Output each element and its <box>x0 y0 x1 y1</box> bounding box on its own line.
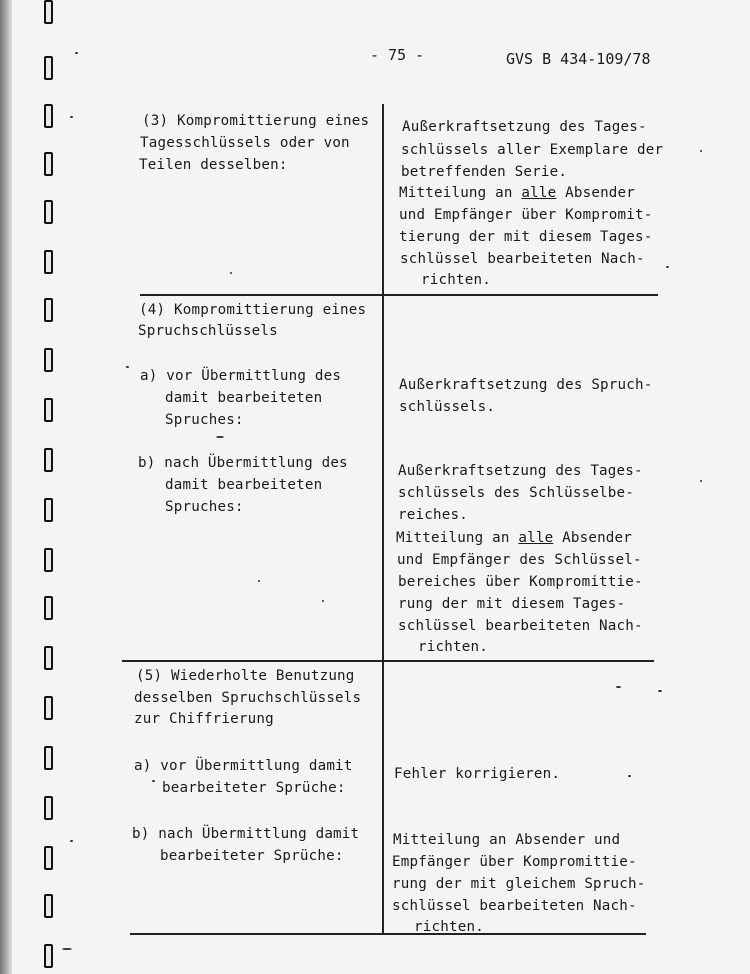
row4b-left-line: b) nach Übermittlung des <box>138 455 348 471</box>
punch-hole <box>44 596 53 620</box>
row5b-right-line: rung der mit gleichem Spruch- <box>392 876 646 892</box>
punch-hole <box>44 696 53 720</box>
row3-left-line: Tagesschlüssels oder von <box>140 135 350 151</box>
row4-title-line: (4) Kompromittierung eines <box>139 302 367 318</box>
punch-hole <box>44 398 53 422</box>
row3-right-line: Mitteilung an alle Absender <box>399 185 636 201</box>
row4b-right-line: schlüssels des Schlüsselbe- <box>398 485 635 501</box>
row4-title-line: Spruchschlüssels <box>138 323 278 339</box>
punch-hole <box>44 200 53 224</box>
punch-hole <box>44 548 53 572</box>
row4a-left-line: Spruches: <box>165 412 244 428</box>
row4b-right-line: bereiches über Kompromittie- <box>398 574 643 590</box>
punch-hole <box>44 894 53 918</box>
row3-right-line: und Empfänger über Kompromit- <box>399 207 653 223</box>
document-classification: GVS B 434-109/78 <box>506 50 651 68</box>
row5a-left-line: bearbeiteter Sprüche: <box>162 780 346 796</box>
row4b-right-line: Mitteilung an alle Absender <box>396 530 633 546</box>
scan-speck <box>230 272 232 274</box>
scan-speck <box>70 840 73 842</box>
row-divider <box>140 294 658 296</box>
scan-speck <box>700 150 702 152</box>
scan-speck <box>700 480 702 482</box>
row5b-right-line: Empfänger über Kompromittie- <box>392 854 637 870</box>
scan-speck <box>666 266 669 268</box>
row3-right-line: schlüssel bearbeiteten Nach- <box>400 251 645 267</box>
scan-speck <box>152 780 155 782</box>
scan-speck <box>70 116 73 118</box>
row3-left-line: (3) Kompromittierung eines <box>142 113 370 129</box>
row5b-left-line: b) nach Übermittlung damit <box>132 826 360 842</box>
punch-hole <box>44 250 53 274</box>
row4b-right-line: Außerkraftsetzung des Tages- <box>398 463 643 479</box>
scan-speck <box>628 775 631 777</box>
row4a-left-line: a) vor Übermittlung des <box>140 368 342 384</box>
punch-hole <box>44 152 53 176</box>
row3-left-line: Teilen desselben: <box>139 157 288 173</box>
scan-speck <box>258 580 260 582</box>
row5-title-line: (5) Wiederholte Benutzung <box>136 668 355 684</box>
row5b-right-line: richten. <box>414 919 484 935</box>
punch-hole <box>44 846 53 870</box>
row3-right-line: richten. <box>421 272 491 288</box>
punch-hole <box>44 746 53 770</box>
row5a-right-line: Fehler korrigieren. <box>394 766 561 782</box>
row4a-right-line: schlüssels. <box>399 399 496 415</box>
scan-speck <box>322 600 324 602</box>
row5-title-line: desselben Spruchschlüssels <box>134 690 362 706</box>
row5b-right-line: schlüssel bearbeiteten Nach- <box>392 898 637 914</box>
punch-hole <box>44 104 53 128</box>
punch-hole <box>44 944 53 968</box>
row-divider <box>130 933 646 935</box>
scan-speck <box>126 366 129 368</box>
punch-hole <box>44 498 53 522</box>
punch-hole <box>44 298 53 322</box>
page-number: - 75 - <box>370 46 425 64</box>
row4b-right-line: und Empfänger des Schlüssel- <box>397 552 642 568</box>
scan-speck <box>616 686 621 688</box>
row3-right-line: tierung der mit diesem Tages- <box>399 229 653 245</box>
row4a-right-line: Außerkraftsetzung des Spruch- <box>399 377 653 393</box>
row3-right-line: schlüssels aller Exemplare der <box>401 142 664 158</box>
row3-right-line: betreffenden Serie. <box>401 164 568 180</box>
row4b-left-line: damit bearbeiteten <box>165 477 323 493</box>
punch-hole <box>44 348 53 372</box>
scan-speck <box>216 436 224 438</box>
row4b-right-line: richten. <box>418 639 488 655</box>
scan-speck <box>62 948 72 950</box>
scan-speck <box>75 52 78 54</box>
punch-hole <box>44 796 53 820</box>
column-divider <box>382 104 384 934</box>
row4b-right-line: reiches. <box>398 507 468 523</box>
row4b-left-line: Spruches: <box>165 499 244 515</box>
row5-title-line: zur Chiffrierung <box>134 711 274 727</box>
punch-hole <box>44 646 53 670</box>
row-divider <box>122 660 654 662</box>
punch-hole <box>44 0 53 24</box>
punch-hole <box>44 448 53 472</box>
punch-hole <box>44 56 53 80</box>
scan-speck <box>658 690 662 692</box>
row5a-left-line: a) vor Übermittlung damit <box>134 758 353 774</box>
row4b-right-line: schlüssel bearbeiteten Nach- <box>398 618 643 634</box>
row4b-right-line: rung der mit diesem Tages- <box>398 596 626 612</box>
row5b-left-line: bearbeiteter Sprüche: <box>160 848 344 864</box>
row5b-right-line: Mitteilung an Absender und <box>393 832 621 848</box>
binder-strip <box>0 0 12 974</box>
row4a-left-line: damit bearbeiteten <box>165 390 323 406</box>
row3-right-line: Außerkraftsetzung des Tages- <box>402 119 647 135</box>
